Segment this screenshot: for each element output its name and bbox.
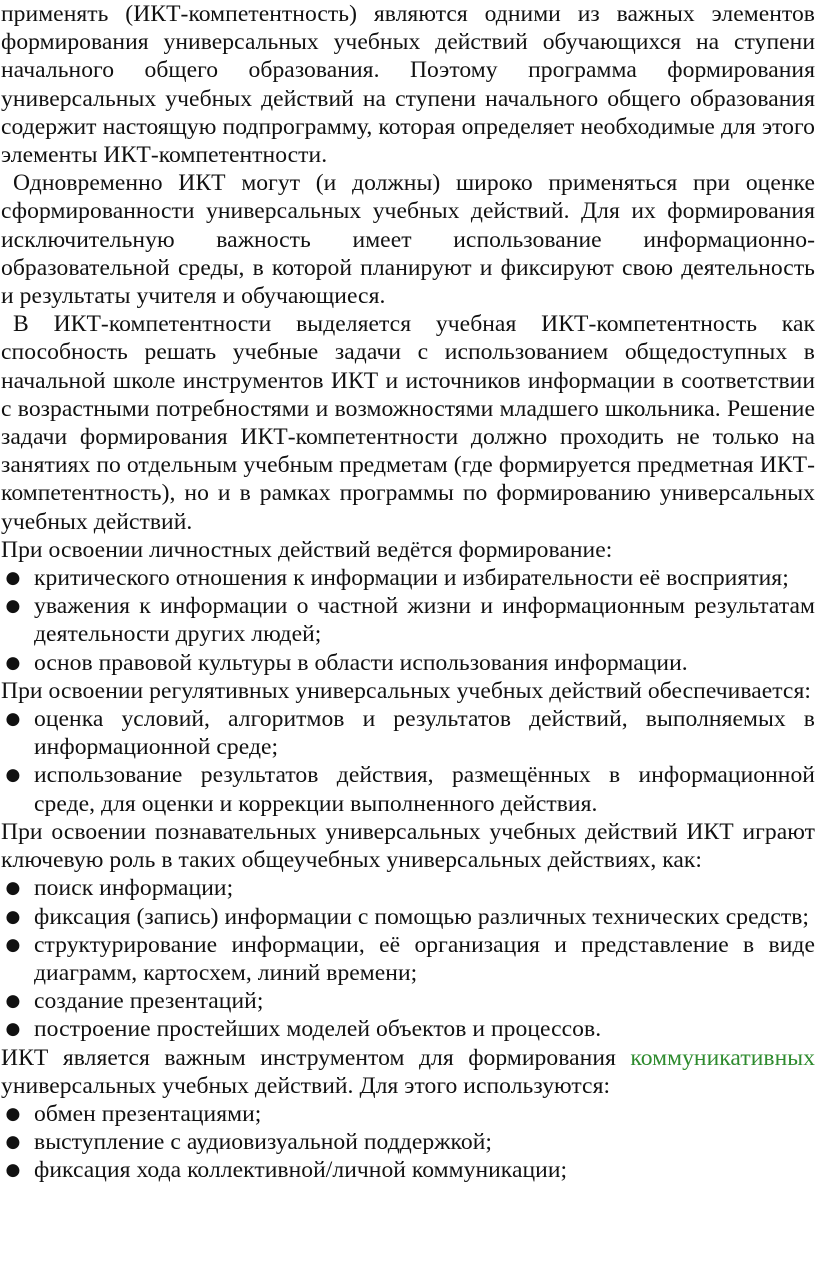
- list-item-text: использование результатов действия, размещённых в информационной среде, для оценки и коррекции выполненного действия.: [34, 762, 815, 817]
- bullet-icon: ●: [5, 991, 21, 1012]
- list-item: [1, 1156, 815, 1184]
- list-item-text: фиксация (запись) информации с помощью различных технических средств;: [34, 903, 810, 930]
- list-item: [1, 874, 815, 902]
- bullet-icon: ●: [5, 906, 21, 927]
- list-item: [1, 564, 815, 592]
- list-item: [1, 931, 815, 987]
- personal-actions-list: [1, 564, 815, 677]
- paragraph-ict-assessment: Одновременно ИКТ могут (и должны) широко применяться при оценке сформированности универсальных учебных действий. Для их формирования исключительную важность имеет использование информационно-образовательной среды, в которой планируют и фиксируют свою деятельность и результаты учителя и обучающиеся.: [1, 170, 815, 310]
- list-item-text: выступление с аудиовизуальной поддержкой;: [34, 1129, 492, 1156]
- paragraph-ict-competence: В ИКТ-компетентности выделяется учебная ИКТ-компетентность как способность решать учебные задачи с использованием общедоступных в начальной школе инструментов ИКТ и источников информации в соответствии с возрастными потребностями и возможностями младшего школьника. Решение задачи формирования ИКТ-компетентности должно проходить не только на занятиях по отдельным учебным предметам (где формируется предметная ИКТ-компетентность), но и в рамках программы по формированию универсальных учебных действий.: [1, 311, 815, 535]
- cognitive-actions-list: [1, 874, 815, 1043]
- intro-text-after: универсальных учебных действий. Для этого используются:: [1, 1072, 611, 1099]
- bullet-icon: ●: [5, 1019, 21, 1040]
- highlighted-term: коммуникативных: [630, 1044, 815, 1071]
- list-item: [1, 1128, 815, 1156]
- intro-text-before: ИКТ является важным инструментом для формирования: [1, 1044, 631, 1071]
- list-item-text: фиксация хода коллективной/личной коммуникации;: [34, 1157, 568, 1184]
- list-item: [1, 705, 815, 761]
- list-item-text: структурирование информации, её организация и представление в виде диаграмм, картосхем, линий времени;: [34, 931, 815, 986]
- list-item: [1, 1015, 815, 1043]
- bullet-icon: ●: [5, 1103, 21, 1124]
- list-item-text: оценка условий, алгоритмов и результатов действий, выполняемых в информационной среде;: [34, 706, 815, 761]
- list-item: [1, 592, 815, 648]
- list-item-text: создание презентаций;: [34, 988, 264, 1015]
- regulatory-actions-intro: При освоении регулятивных универсальных учебных действий обеспечивается:: [1, 677, 811, 704]
- regulatory-actions-list: [1, 705, 815, 818]
- list-item: [1, 1100, 815, 1128]
- bullet-icon: ●: [5, 568, 21, 589]
- list-item: [1, 649, 815, 677]
- list-item: [1, 987, 815, 1015]
- list-item-text: поиск информации;: [34, 875, 234, 902]
- list-item-text: обмен презентациями;: [34, 1100, 262, 1127]
- bullet-icon: ●: [5, 878, 21, 899]
- list-item-text: основ правовой культуры в области использования информации.: [34, 649, 688, 676]
- communicative-actions-intro: [1, 1044, 815, 1100]
- bullet-icon: ●: [5, 596, 21, 617]
- personal-actions-intro: При освоении личностных действий ведётся формирование:: [1, 536, 613, 563]
- bullet-icon: ●: [5, 765, 21, 786]
- bullet-icon: ●: [5, 1160, 21, 1181]
- communicative-actions-list: [1, 1100, 815, 1185]
- list-item-text: построение простейших моделей объектов и процессов.: [34, 1016, 602, 1043]
- list-item-text: критического отношения к информации и избирательности её восприятия;: [34, 565, 789, 592]
- bullet-icon: ●: [5, 652, 21, 673]
- list-item: [1, 903, 815, 931]
- paragraph-intro: применять (ИКТ-компетентность) являются одними из важных элементов формирования универсальных учебных действий обучающихся на ступени начального общего образования. Поэтому программа формирования универсальных учебных действий на ступени начального общего образования содержит настоящую подпрограмму, которая определяет необходимые для этого элементы ИКТ-компетентности.: [1, 1, 815, 169]
- list-item-text: уважения к информации о частной жизни и информационным результатам деятельности других людей;: [34, 593, 815, 648]
- bullet-icon: ●: [5, 1132, 21, 1153]
- cognitive-actions-intro: При освоении познавательных универсальных учебных действий ИКТ играют ключевую роль в таких общеучебных универсальных действиях, как:: [1, 818, 815, 874]
- bullet-icon: ●: [5, 709, 21, 730]
- bullet-icon: ●: [5, 934, 21, 955]
- list-item: [1, 761, 815, 817]
